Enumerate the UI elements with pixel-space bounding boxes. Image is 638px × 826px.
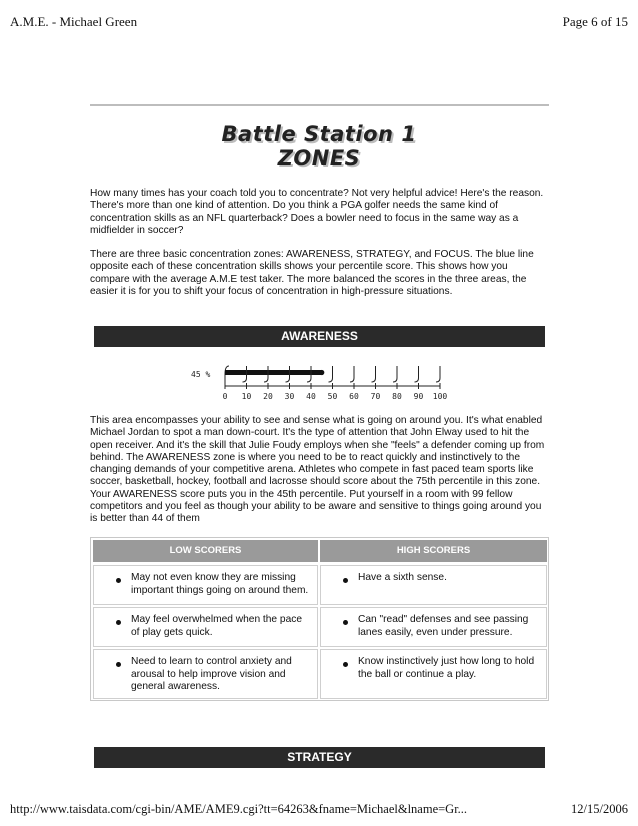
low-scorer-text: May feel overwhelmed when the pace of play gets quick. — [131, 614, 303, 638]
print-header-title: A.M.E. - Michael Green — [10, 14, 138, 29]
gauge-tick-label: 80 — [392, 392, 402, 401]
low-scorer-cell — [93, 607, 318, 647]
gauge-start-bracket — [225, 366, 229, 386]
bullet-icon — [343, 662, 348, 667]
high-scorer-cell — [320, 607, 547, 647]
page-title-line-1: Battle Station 1 — [221, 122, 417, 146]
high-scorer-text: Have a sixth sense. — [358, 572, 447, 583]
bullet-icon — [116, 662, 121, 667]
gauge-marker — [329, 366, 333, 382]
gauge-tick-label: 0 — [222, 392, 228, 401]
awareness-description: This area encompasses your ability to see and sense what is going on around you. It's what enabled Michael Jordan to spot a man down-court. It's the type of attention that John Elway used to hit the open receiver. And it's the skill that Julie Foudy employs when she "feels" a defender coming up from behind. The AWARENESS zone is where you need to be to react quickly and instinctively to the changing demands of your competitive arena. Athletes who compete in fast paced team sports like soccer, basketball, hockey, football and lacrosse should score about the 75th percentile in this zone. Your AWARENESS score puts you in the 45th percentile. Put yourself in a room with 99 fellow competitors and you feel as though your ability to be aware and sensitive to things going around you is better than 44 of them — [90, 415, 545, 525]
print-header — [10, 14, 628, 32]
high-scorer-cell — [320, 649, 547, 699]
gauge-marker — [350, 366, 354, 382]
gauge-tick-label: 40 — [306, 392, 316, 401]
intro-paragraph-2: There are three basic concentration zones: AWARENESS, STRATEGY, and FOCUS. The blue line opposite each of these concentration skills shows your percentile score. This shows how you compare with the average A.M.E test taker. The more balanced the scores in the three areas, the easier it is for you to shift your focus of concentration in high-pressure situations. — [90, 249, 534, 297]
bullet-icon — [116, 620, 121, 625]
gauge-score-bar-end — [319, 370, 324, 375]
page-url: http://www.taisdata.com/cgi-bin/AME/AME9.cgi?tt=64263&fname=Michael&lname=Gr... — [10, 802, 468, 816]
gauge-marker — [393, 366, 397, 382]
low-scorer-text: Need to learn to control anxiety and arousal to help improve vision and general awareness. — [131, 656, 292, 692]
print-footer — [10, 802, 628, 818]
gauge-marker — [372, 366, 376, 382]
low-scorer-cell — [93, 649, 318, 699]
gauge-tick-label: 100 — [432, 392, 448, 401]
bullet-icon — [343, 620, 348, 625]
gauge-tick-label: 20 — [263, 392, 273, 401]
scorers-table — [90, 537, 549, 701]
awareness-percentile-gauge — [185, 360, 455, 402]
page-title — [0, 122, 638, 170]
gauge-marker — [436, 366, 440, 382]
gauge-tick-label: 50 — [327, 392, 338, 401]
page-title-line-2: ZONES — [277, 146, 361, 170]
low-scorers-header: LOW SCORERS — [93, 540, 318, 562]
high-scorers-header: HIGH SCORERS — [320, 540, 547, 562]
high-scorer-cell — [320, 565, 547, 605]
top-divider — [90, 104, 549, 106]
high-scorer-text: Know instinctively just how long to hold the ball or continue a play. — [358, 656, 535, 680]
low-scorer-text: May not even know they are missing important things going on around them. — [131, 572, 309, 596]
gauge-tick-label: 60 — [349, 392, 359, 401]
bullet-icon — [116, 578, 121, 583]
gauge-tick-label: 10 — [241, 392, 252, 401]
strategy-heading: STRATEGY — [94, 747, 545, 768]
gauge-tick-label: 70 — [370, 392, 381, 401]
bullet-icon — [343, 578, 348, 583]
gauge-score-bar — [225, 370, 322, 375]
awareness-heading: AWARENESS — [94, 326, 545, 347]
page-number: Page 6 of 15 — [562, 14, 628, 29]
low-scorer-cell — [93, 565, 318, 605]
gauge-score-label: 45 % — [191, 370, 211, 379]
gauge-tick-label: 30 — [284, 392, 295, 401]
gauge-tick-label: 90 — [413, 392, 424, 401]
intro-paragraph-1: How many times has your coach told you to concentrate? Not very helpful advice! Here's the reason. There's more than one kind of attention. Do you think a PGA golfer needs the same kind of concentration skills as an NFL quarterback? Does a bowler need to focus in the same way as a midfielder in soccer? — [90, 188, 544, 236]
high-scorer-text: Can "read" defenses and see passing lanes easily, even under pressure. — [358, 614, 529, 638]
gauge-marker — [415, 366, 419, 382]
print-date: 12/15/2006 — [571, 802, 628, 816]
